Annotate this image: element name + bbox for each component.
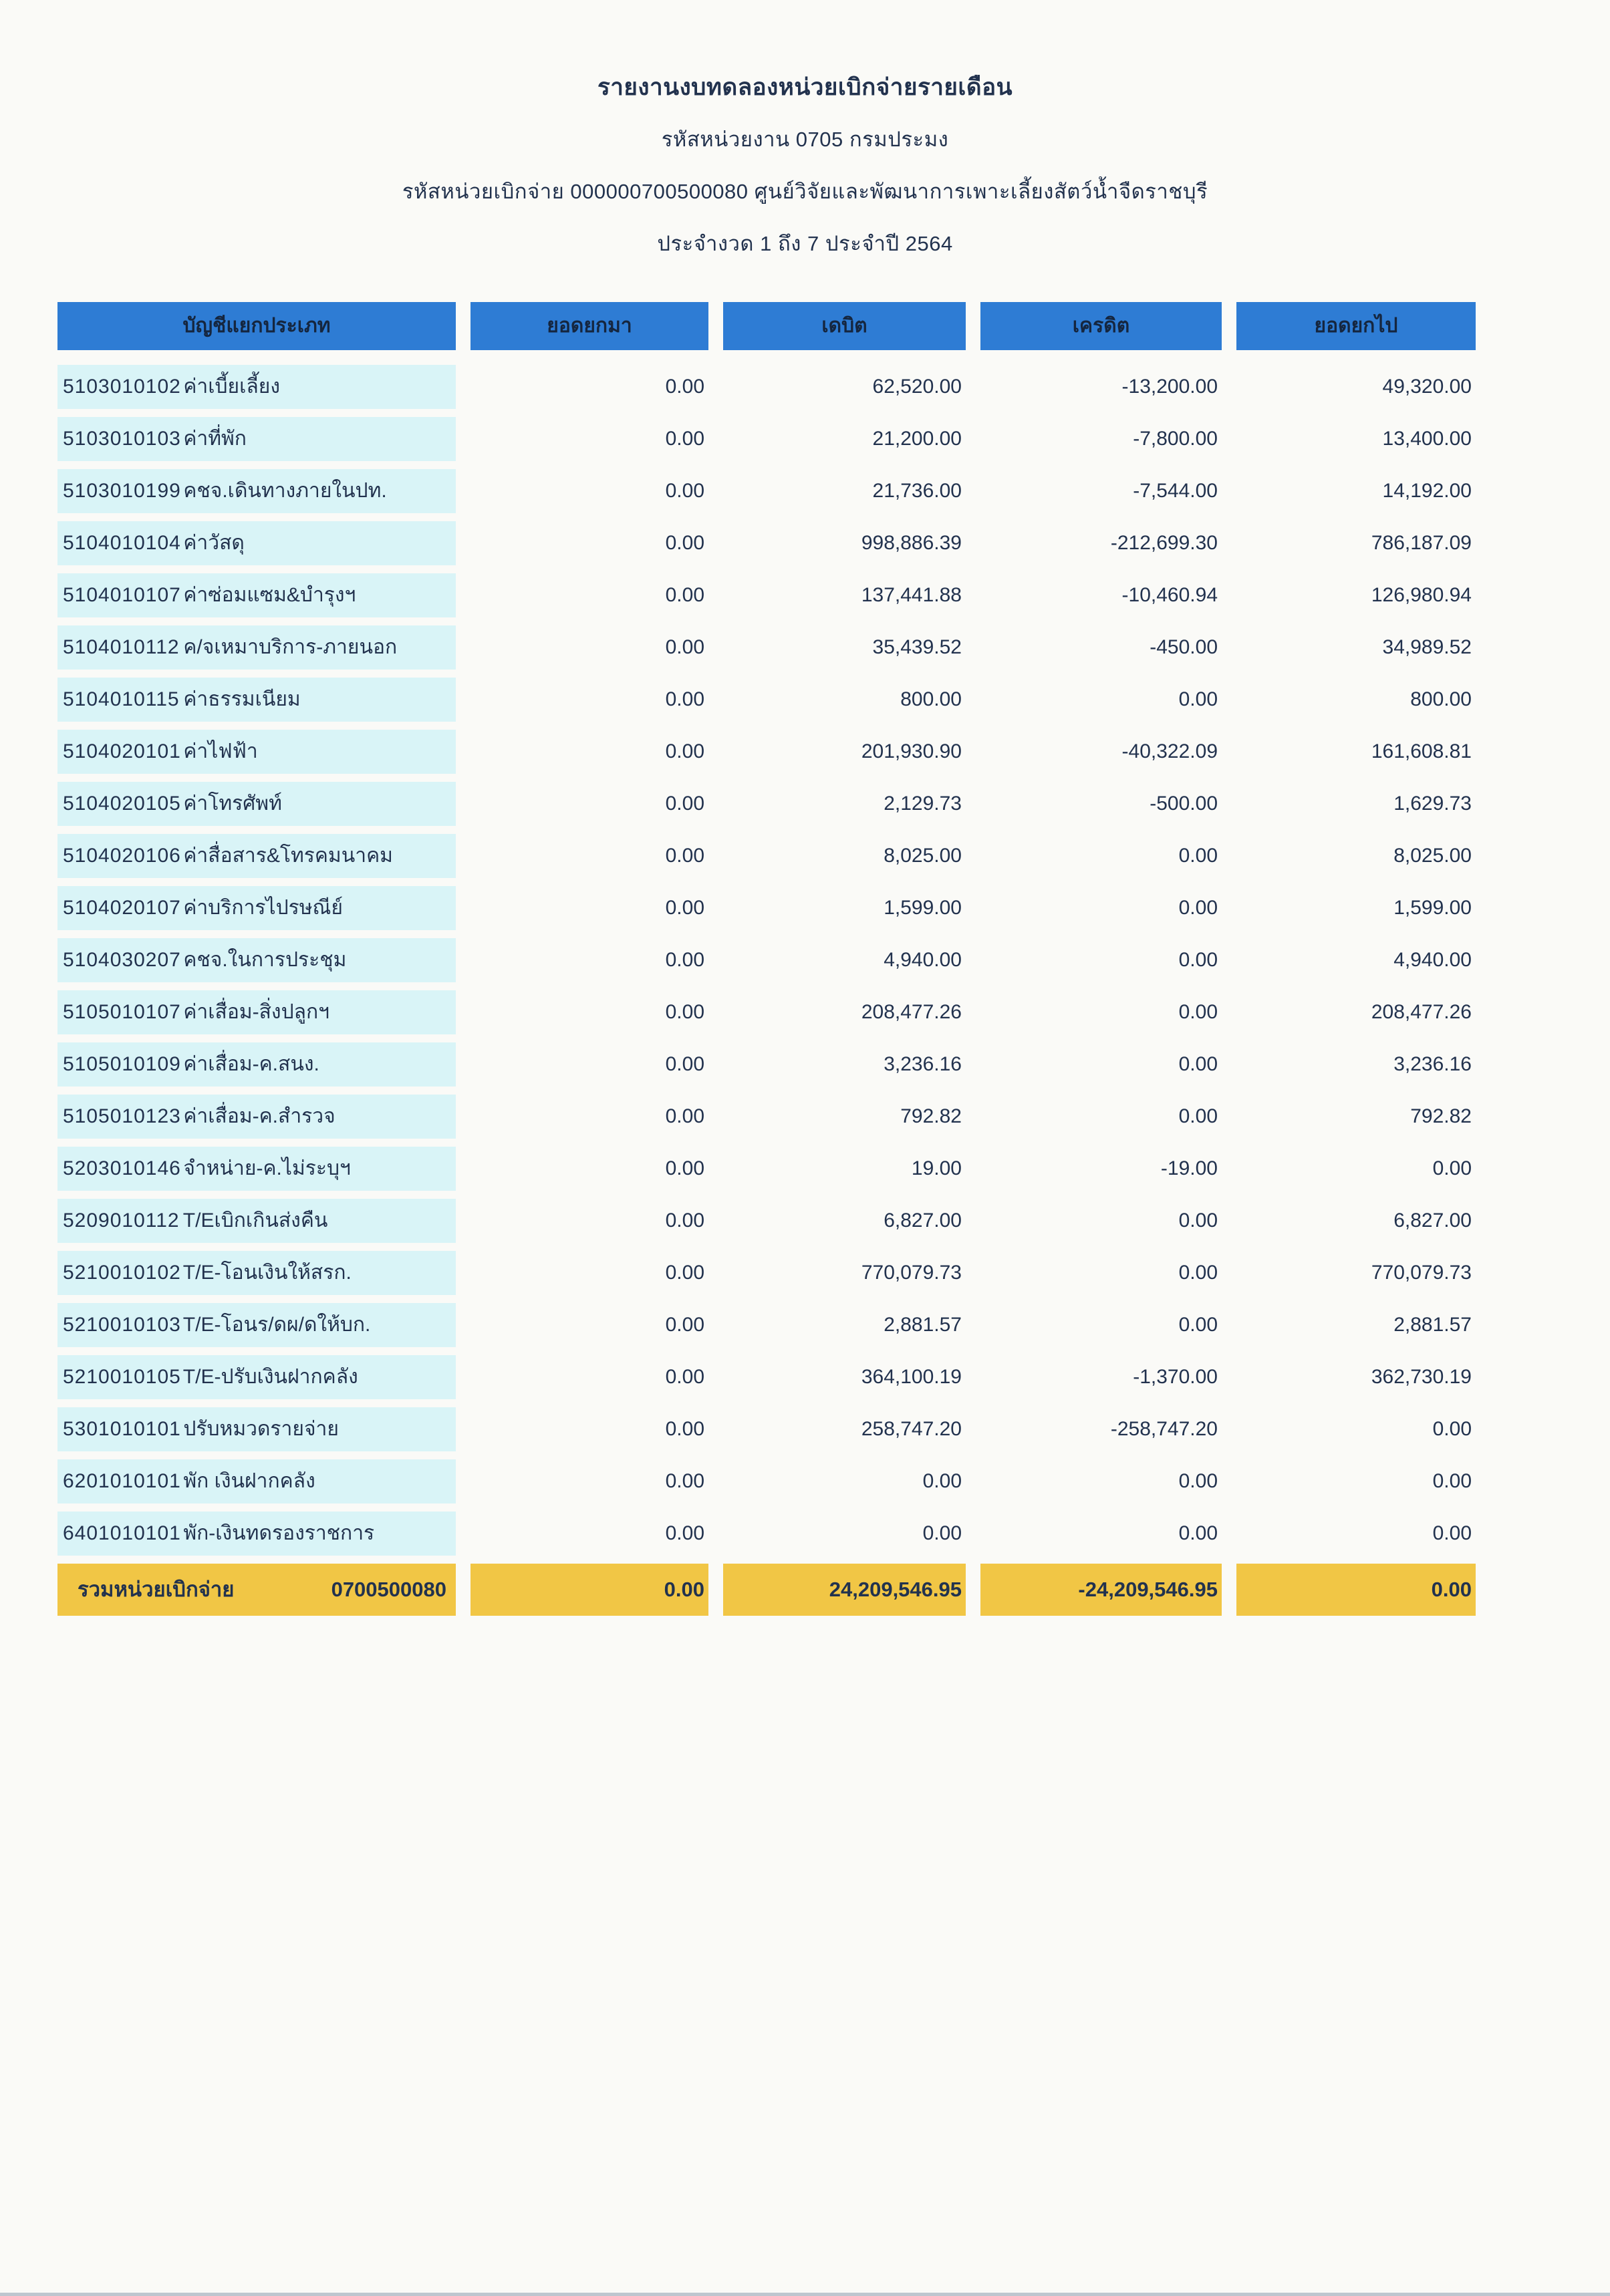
account-name: จำหน่าย-ค.ไม่ระบุฯ: [183, 1157, 351, 1179]
balance-value: 126,980.94: [1371, 584, 1472, 606]
table-row: [57, 1199, 1476, 1243]
column-header-balance: ยอดยกไป: [1236, 302, 1476, 350]
credit-value: -212,699.30: [1110, 532, 1218, 554]
account-cell: [57, 417, 456, 461]
account-code: 5104010112: [63, 636, 180, 658]
debit-value: 8,025.00: [884, 845, 962, 867]
balance-value: 362,730.19: [1371, 1366, 1472, 1388]
credit-value: -13,200.00: [1121, 376, 1218, 398]
credit-value: 0.00: [1178, 1522, 1218, 1544]
table-row: [57, 1512, 1476, 1556]
balance-value: 2,881.57: [1393, 1314, 1472, 1336]
balance-value: 1,629.73: [1393, 793, 1472, 815]
account-code: 5105010123: [63, 1105, 181, 1127]
scan-edge-artifact: [0, 2293, 1610, 2296]
credit-value: 0.00: [1178, 1105, 1218, 1127]
account-name: T/Eเบิกเกินส่งคืน: [182, 1209, 328, 1232]
carry-forward-value: 0.00: [665, 1366, 704, 1388]
balance-value: 208,477.26: [1371, 1001, 1472, 1023]
account-name: ค่าสื่อสาร&โทรคมนาคม: [183, 845, 393, 867]
debit-value: 258,747.20: [861, 1418, 962, 1440]
table-row: [57, 521, 1476, 565]
table-row: [57, 730, 1476, 774]
account-name: ค่าเบี้ยเลี้ยง: [183, 376, 280, 398]
carry-forward-value: 0.00: [665, 949, 704, 971]
account-code: 5104020105: [63, 793, 181, 815]
carry-forward-value: 0.00: [665, 1262, 704, 1284]
debit-value: 1,599.00: [884, 897, 962, 919]
credit-value: 0.00: [1178, 1001, 1218, 1023]
account-cell: [57, 521, 456, 565]
trial-balance-table: [57, 302, 1476, 1616]
account-cell: [57, 1303, 456, 1347]
debit-value: 770,079.73: [861, 1262, 962, 1284]
account-code: 5210010105: [63, 1366, 181, 1388]
table-row: [57, 573, 1476, 617]
account-name: ค/จเหมาบริการ-ภายนอก: [183, 636, 398, 658]
carry-forward-value: 0.00: [665, 1157, 704, 1179]
debit-value: 6,827.00: [884, 1209, 962, 1232]
credit-value: -1,370.00: [1133, 1366, 1218, 1388]
account-code: 5203010146: [63, 1157, 181, 1179]
column-header-credit: เครดิต: [980, 302, 1222, 350]
account-cell: [57, 990, 456, 1034]
credit-value: -450.00: [1150, 636, 1218, 658]
account-code: 5209010112: [63, 1209, 180, 1232]
balance-value: 34,989.52: [1382, 636, 1472, 658]
balance-value: 770,079.73: [1371, 1262, 1472, 1284]
column-header-carry-forward: ยอดยกมา: [471, 302, 708, 350]
account-name: ปรับหมวดรายจ่าย: [183, 1418, 339, 1440]
balance-value: 3,236.16: [1393, 1053, 1472, 1075]
credit-value: -10,460.94: [1121, 584, 1218, 606]
credit-value: -258,747.20: [1110, 1418, 1218, 1440]
account-code: 5104020107: [63, 897, 181, 919]
account-name: ค่าที่พัก: [183, 428, 247, 450]
account-code: 5105010109: [63, 1053, 181, 1075]
total-row: [57, 1564, 1476, 1616]
debit-value: 137,441.88: [861, 584, 962, 606]
account-name: ค่าโทรศัพท์: [183, 793, 282, 815]
debit-value: 201,930.90: [861, 740, 962, 762]
table-row: [57, 834, 1476, 878]
table-row: [57, 625, 1476, 670]
carry-forward-value: 0.00: [665, 376, 704, 398]
account-name: T/E-โอนเงินให้สรก.: [182, 1262, 352, 1284]
carry-forward-value: 0.00: [665, 845, 704, 867]
account-name: ค่าเสื่อม-สิ่งปลูกฯ: [183, 1001, 330, 1023]
table-row: [57, 1459, 1476, 1503]
table-row: [57, 782, 1476, 826]
account-name: ค่าวัสดุ: [183, 532, 245, 554]
balance-value: 786,187.09: [1371, 532, 1472, 554]
credit-value: 0.00: [1178, 1314, 1218, 1336]
debit-value: 800.00: [900, 688, 962, 710]
debit-value: 62,520.00: [872, 376, 962, 398]
account-name: ค่าบริการไปรษณีย์: [183, 897, 343, 919]
account-cell: [57, 365, 456, 409]
debit-value: 21,736.00: [872, 480, 962, 502]
table-row: [57, 1147, 1476, 1191]
debit-value: 21,200.00: [872, 428, 962, 450]
account-name: ค่าไฟฟ้า: [183, 740, 258, 762]
carry-forward-value: 0.00: [665, 532, 704, 554]
total-credit: -24,209,546.95: [980, 1564, 1222, 1616]
account-cell: [57, 1199, 456, 1243]
unit-line: รหัสหน่วยเบิกจ่าย 000000700500080 ศูนย์วิจัยและพัฒนาการเพาะเลี้ยงสัตว์น้ำจืดราชบุรี: [402, 180, 1208, 203]
debit-value: 0.00: [922, 1522, 962, 1544]
carry-forward-value: 0.00: [665, 1470, 704, 1492]
table-row: [57, 417, 1476, 461]
total-unit-code: 0700500080: [331, 1578, 446, 1601]
account-cell: [57, 1512, 456, 1556]
carry-forward-value: 0.00: [665, 584, 704, 606]
credit-value: 0.00: [1178, 1262, 1218, 1284]
column-header-account: บัญชีแยกประเภท: [57, 302, 456, 350]
balance-value: 4,940.00: [1393, 949, 1472, 971]
total-balance: 0.00: [1236, 1564, 1476, 1616]
credit-value: 0.00: [1178, 949, 1218, 971]
account-name: พัก-เงินทดรองราชการ: [183, 1522, 375, 1544]
account-code: 5301010101: [63, 1418, 181, 1440]
debit-value: 208,477.26: [861, 1001, 962, 1023]
carry-forward-value: 0.00: [665, 1001, 704, 1023]
credit-value: 0.00: [1178, 688, 1218, 710]
account-cell: [57, 1042, 456, 1087]
carry-forward-value: 0.00: [665, 793, 704, 815]
account-cell: [57, 1251, 456, 1295]
table-header-row: [57, 302, 1476, 350]
account-code: 6201010101: [63, 1470, 181, 1492]
debit-value: 2,129.73: [884, 793, 962, 815]
account-code: 5104020101: [63, 740, 181, 762]
account-name: คชจ.เดินทางภายในปท.: [183, 480, 387, 502]
carry-forward-value: 0.00: [665, 1105, 704, 1127]
balance-value: 0.00: [1432, 1522, 1472, 1544]
credit-value: 0.00: [1178, 1470, 1218, 1492]
table-row: [57, 1251, 1476, 1295]
carry-forward-value: 0.00: [665, 1522, 704, 1544]
account-code: 5103010199: [63, 480, 181, 502]
balance-value: 8,025.00: [1393, 845, 1472, 867]
agency-line: รหัสหน่วยงาน 0705 กรมประมง: [661, 128, 949, 151]
balance-value: 13,400.00: [1382, 428, 1472, 450]
carry-forward-value: 0.00: [665, 740, 704, 762]
balance-value: 0.00: [1432, 1470, 1472, 1492]
table-row: [57, 1042, 1476, 1087]
account-cell: [57, 469, 456, 513]
carry-forward-value: 0.00: [665, 636, 704, 658]
balance-value: 1,599.00: [1393, 897, 1472, 919]
table-row: [57, 1355, 1476, 1399]
debit-value: 792.82: [900, 1105, 962, 1127]
debit-value: 998,886.39: [861, 532, 962, 554]
account-name: T/E-ปรับเงินฝากคลัง: [182, 1366, 358, 1388]
credit-value: -7,800.00: [1133, 428, 1218, 450]
account-cell: [57, 938, 456, 982]
balance-value: 161,608.81: [1371, 740, 1472, 762]
carry-forward-value: 0.00: [665, 688, 704, 710]
credit-value: 0.00: [1178, 1053, 1218, 1075]
account-cell: [57, 834, 456, 878]
account-name: ค่าซ่อมแซม&บำรุงฯ: [183, 584, 356, 606]
debit-value: 19.00: [911, 1157, 962, 1179]
account-code: 5104020106: [63, 845, 181, 867]
table-row: [57, 886, 1476, 930]
debit-value: 2,881.57: [884, 1314, 962, 1336]
table-row: [57, 1407, 1476, 1451]
debit-value: 0.00: [922, 1470, 962, 1492]
account-code: 6401010101: [63, 1522, 181, 1544]
balance-value: 800.00: [1410, 688, 1472, 710]
balance-value: 49,320.00: [1382, 376, 1472, 398]
balance-value: 6,827.00: [1393, 1209, 1472, 1232]
account-code: 5103010102: [63, 376, 181, 398]
account-name: คชจ.ในการประชุม: [183, 949, 347, 971]
account-code: 5104030207: [63, 949, 181, 971]
account-code: 5104010107: [63, 584, 181, 606]
account-code: 5103010103: [63, 428, 181, 450]
total-label: รวมหน่วยเบิกจ่าย: [78, 1578, 235, 1601]
credit-value: 0.00: [1178, 897, 1218, 919]
credit-value: 0.00: [1178, 1209, 1218, 1232]
account-cell: [57, 1459, 456, 1503]
report-header: [0, 61, 1610, 270]
table-row: [57, 1095, 1476, 1139]
carry-forward-value: 0.00: [665, 1209, 704, 1232]
carry-forward-value: 0.00: [665, 1053, 704, 1075]
carry-forward-value: 0.00: [665, 480, 704, 502]
carry-forward-value: 0.00: [665, 428, 704, 450]
report-title: รายงานงบทดลองหน่วยเบิกจ่ายรายเดือน: [597, 74, 1013, 100]
account-cell: [57, 1095, 456, 1139]
account-cell: [57, 730, 456, 774]
total-label-cell: [57, 1564, 456, 1616]
table-body: [57, 365, 1476, 1556]
account-cell: [57, 625, 456, 670]
account-name: T/E-โอนร/ดผ/ดให้บก.: [182, 1314, 371, 1336]
account-name: ค่าเสื่อม-ค.สำรวจ: [183, 1105, 336, 1127]
account-cell: [57, 782, 456, 826]
account-cell: [57, 886, 456, 930]
column-header-debit: เดบิต: [723, 302, 966, 350]
balance-value: 0.00: [1432, 1418, 1472, 1440]
debit-value: 3,236.16: [884, 1053, 962, 1075]
debit-value: 35,439.52: [872, 636, 962, 658]
account-name: ค่าธรรมเนียม: [183, 688, 301, 710]
account-cell: [57, 1355, 456, 1399]
account-name: พัก เงินฝากคลัง: [183, 1470, 315, 1492]
credit-value: -40,322.09: [1121, 740, 1218, 762]
total-carry-forward: 0.00: [471, 1564, 708, 1616]
table-row: [57, 1303, 1476, 1347]
account-code: 5104010115: [63, 688, 180, 710]
account-name: ค่าเสื่อม-ค.สนง.: [183, 1053, 319, 1075]
account-cell: [57, 1407, 456, 1451]
account-cell: [57, 678, 456, 722]
table-row: [57, 990, 1476, 1034]
credit-value: 0.00: [1178, 845, 1218, 867]
debit-value: 364,100.19: [861, 1366, 962, 1388]
credit-value: -7,544.00: [1133, 480, 1218, 502]
carry-forward-value: 0.00: [665, 1418, 704, 1440]
table-row: [57, 678, 1476, 722]
carry-forward-value: 0.00: [665, 1314, 704, 1336]
table-row: [57, 365, 1476, 409]
total-debit: 24,209,546.95: [723, 1564, 966, 1616]
balance-value: 0.00: [1432, 1157, 1472, 1179]
debit-value: 4,940.00: [884, 949, 962, 971]
credit-value: -19.00: [1160, 1157, 1218, 1179]
carry-forward-value: 0.00: [665, 897, 704, 919]
balance-value: 14,192.00: [1382, 480, 1472, 502]
account-cell: [57, 573, 456, 617]
balance-value: 792.82: [1410, 1105, 1472, 1127]
table-row: [57, 469, 1476, 513]
period-line: ประจำงวด 1 ถึง 7 ประจำปี 2564: [657, 232, 953, 255]
account-cell: [57, 1147, 456, 1191]
account-code: 5210010102: [63, 1262, 181, 1284]
account-code: 5105010107: [63, 1001, 181, 1023]
credit-value: -500.00: [1150, 793, 1218, 815]
table-row: [57, 938, 1476, 982]
account-code: 5104010104: [63, 532, 181, 554]
account-code: 5210010103: [63, 1314, 181, 1336]
